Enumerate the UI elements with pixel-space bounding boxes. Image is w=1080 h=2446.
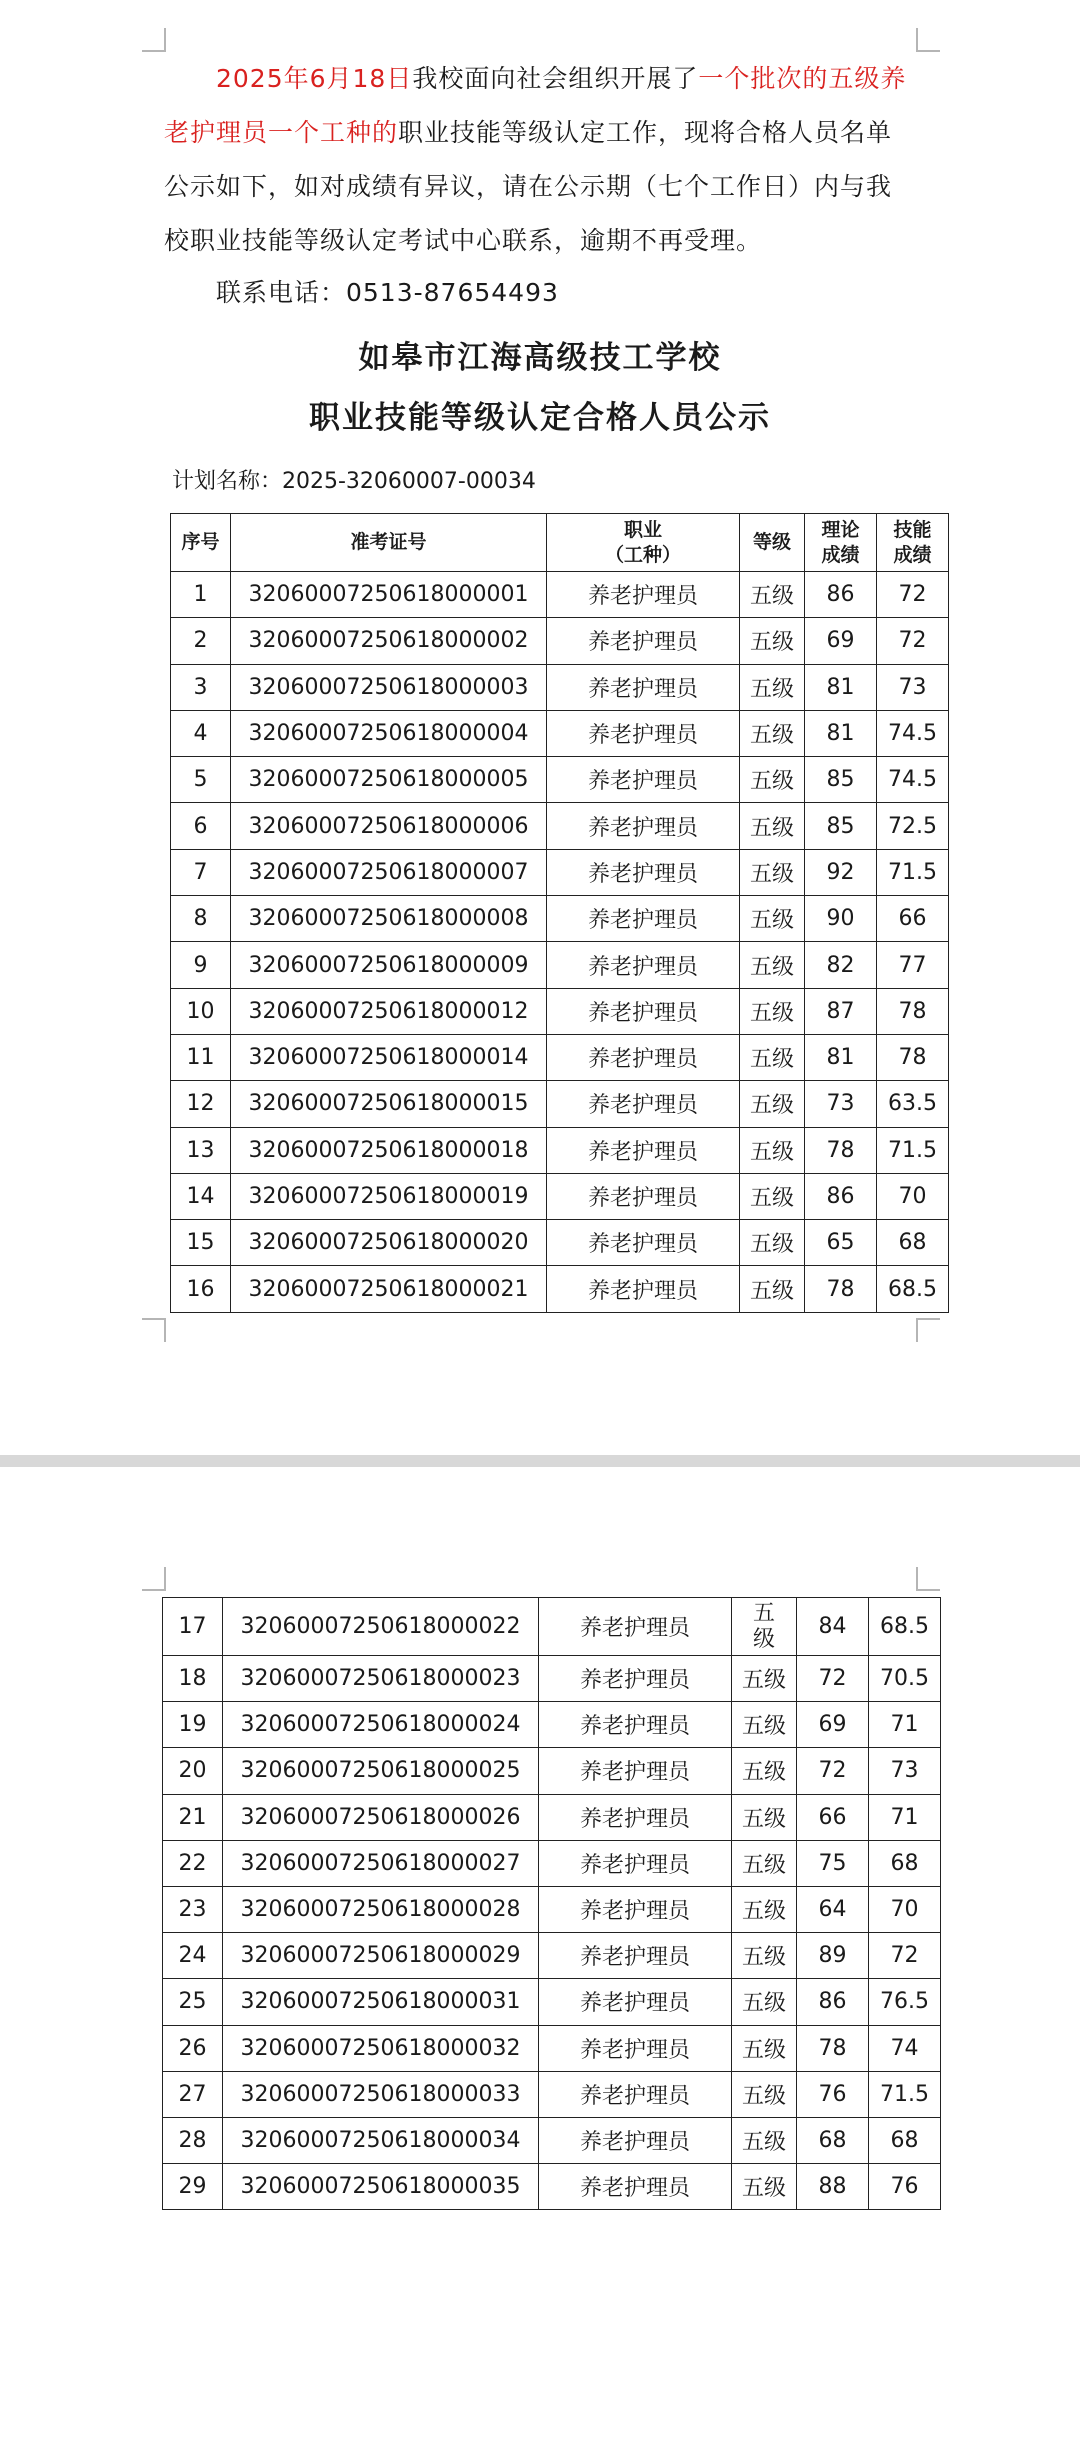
job-cell: 养老护理员 bbox=[539, 1748, 732, 1794]
exam-id-cell: 32060007250618000034 bbox=[223, 2117, 539, 2163]
theory-score-cell: 69 bbox=[797, 1702, 869, 1748]
intro-date: 2025年6月18日 bbox=[216, 64, 413, 93]
exam-id-cell: 32060007250618000031 bbox=[223, 1979, 539, 2025]
level-cell: 五级 bbox=[740, 896, 805, 942]
exam-id-cell: 32060007250618000019 bbox=[231, 1173, 547, 1219]
level-cell: 五级 bbox=[740, 803, 805, 849]
level-cell: 五级 bbox=[740, 710, 805, 756]
header-skill bbox=[877, 514, 949, 572]
table-row bbox=[163, 1702, 941, 1748]
table-row bbox=[171, 988, 949, 1034]
level-cell: 五级 bbox=[740, 849, 805, 895]
theory-score-cell: 88 bbox=[797, 2164, 869, 2210]
seq-cell: 28 bbox=[163, 2117, 223, 2163]
job-cell: 养老护理员 bbox=[547, 1266, 740, 1312]
level-cell: 五级 bbox=[740, 1220, 805, 1266]
theory-score-cell: 78 bbox=[805, 1266, 877, 1312]
theory-score-cell: 84 bbox=[797, 1598, 869, 1656]
seq-cell: 7 bbox=[171, 849, 231, 895]
seq-cell: 22 bbox=[163, 1840, 223, 1886]
skill-score-cell: 72 bbox=[869, 1933, 941, 1979]
level-cell: 五级 bbox=[740, 988, 805, 1034]
plan-name: 计划名称：2025-32060007-00034 bbox=[172, 469, 536, 494]
page-corner-mark bbox=[916, 28, 940, 52]
header-job bbox=[547, 514, 740, 572]
table-row bbox=[163, 2071, 941, 2117]
exam-id-cell: 32060007250618000020 bbox=[231, 1220, 547, 1266]
seq-cell: 26 bbox=[163, 2025, 223, 2071]
table-row bbox=[171, 1220, 949, 1266]
seq-cell: 12 bbox=[171, 1081, 231, 1127]
skill-score-cell: 70 bbox=[869, 1886, 941, 1932]
table-row bbox=[171, 664, 949, 710]
theory-score-cell: 86 bbox=[805, 1173, 877, 1219]
exam-id-cell: 32060007250618000008 bbox=[231, 896, 547, 942]
results-table-page-2 bbox=[162, 1597, 941, 2210]
skill-score-cell: 72 bbox=[877, 618, 949, 664]
skill-score-cell: 74 bbox=[869, 2025, 941, 2071]
skill-score-cell: 74.5 bbox=[877, 710, 949, 756]
theory-score-cell: 90 bbox=[805, 896, 877, 942]
job-cell: 养老护理员 bbox=[539, 2117, 732, 2163]
theory-score-cell: 92 bbox=[805, 849, 877, 895]
exam-id-cell: 32060007250618000025 bbox=[223, 1748, 539, 1794]
header-theory-line2: 成绩 bbox=[821, 543, 860, 566]
exam-id-cell: 32060007250618000012 bbox=[231, 988, 547, 1034]
exam-id-cell: 32060007250618000023 bbox=[223, 1656, 539, 1702]
page-separator bbox=[0, 1455, 1080, 1467]
skill-score-cell: 71 bbox=[869, 1702, 941, 1748]
level-cell: 五级 bbox=[740, 618, 805, 664]
table-row bbox=[171, 849, 949, 895]
job-cell: 养老护理员 bbox=[539, 2071, 732, 2117]
page-corner-mark bbox=[142, 28, 166, 52]
table-row bbox=[163, 1748, 941, 1794]
job-cell: 养老护理员 bbox=[547, 803, 740, 849]
seq-cell: 2 bbox=[171, 618, 231, 664]
theory-score-cell: 73 bbox=[805, 1081, 877, 1127]
table-row bbox=[163, 2117, 941, 2163]
seq-cell: 23 bbox=[163, 1886, 223, 1932]
theory-score-cell: 64 bbox=[797, 1886, 869, 1932]
level-cell: 五级 bbox=[732, 1794, 797, 1840]
table-row bbox=[171, 1034, 949, 1080]
theory-score-cell: 86 bbox=[797, 1979, 869, 2025]
table-row bbox=[171, 803, 949, 849]
table-row bbox=[171, 1127, 949, 1173]
level-cell: 五级 bbox=[732, 1933, 797, 1979]
seq-cell: 20 bbox=[163, 1748, 223, 1794]
intro-paragraph bbox=[164, 52, 916, 268]
seq-cell: 13 bbox=[171, 1127, 231, 1173]
exam-id-cell: 32060007250618000035 bbox=[223, 2164, 539, 2210]
level-cell: 五级 bbox=[740, 1127, 805, 1173]
theory-score-cell: 81 bbox=[805, 710, 877, 756]
skill-score-cell: 72.5 bbox=[877, 803, 949, 849]
skill-score-cell: 78 bbox=[877, 1034, 949, 1080]
job-cell: 养老护理员 bbox=[547, 664, 740, 710]
job-cell: 养老护理员 bbox=[539, 1656, 732, 1702]
seq-cell: 9 bbox=[171, 942, 231, 988]
level-cell: 五级 bbox=[740, 757, 805, 803]
table-row bbox=[163, 2025, 941, 2071]
header-theory-line1: 理论 bbox=[821, 518, 860, 541]
table-row bbox=[171, 572, 949, 618]
job-cell: 养老护理员 bbox=[547, 757, 740, 803]
table-row bbox=[171, 1266, 949, 1312]
exam-id-cell: 32060007250618000004 bbox=[231, 710, 547, 756]
theory-score-cell: 78 bbox=[805, 1127, 877, 1173]
skill-score-cell: 68 bbox=[877, 1220, 949, 1266]
table-row bbox=[171, 757, 949, 803]
table-row bbox=[163, 1933, 941, 1979]
exam-id-cell: 32060007250618000028 bbox=[223, 1886, 539, 1932]
level-cell: 五级 bbox=[732, 2117, 797, 2163]
exam-id-cell: 32060007250618000015 bbox=[231, 1081, 547, 1127]
job-cell: 养老护理员 bbox=[547, 988, 740, 1034]
table-row bbox=[171, 710, 949, 756]
skill-score-cell: 77 bbox=[877, 942, 949, 988]
exam-id-cell: 32060007250618000027 bbox=[223, 1840, 539, 1886]
exam-id-cell: 32060007250618000024 bbox=[223, 1702, 539, 1748]
page-corner-mark bbox=[916, 1567, 940, 1591]
level-cell: 五级 bbox=[740, 1081, 805, 1127]
seq-cell: 14 bbox=[171, 1173, 231, 1219]
header-seq: 序号 bbox=[171, 514, 231, 572]
header-skill-line2: 成绩 bbox=[893, 543, 932, 566]
theory-score-cell: 82 bbox=[805, 942, 877, 988]
skill-score-cell: 71.5 bbox=[877, 1127, 949, 1173]
level-cell: 五级 bbox=[732, 1748, 797, 1794]
school-title: 如皋市江海高级技工学校 bbox=[358, 340, 722, 376]
seq-cell: 8 bbox=[171, 896, 231, 942]
level-cell: 五级 bbox=[732, 1886, 797, 1932]
job-cell: 养老护理员 bbox=[539, 1886, 732, 1932]
seq-cell: 6 bbox=[171, 803, 231, 849]
level-cell: 五级 bbox=[732, 2025, 797, 2071]
theory-score-cell: 76 bbox=[797, 2071, 869, 2117]
seq-cell: 27 bbox=[163, 2071, 223, 2117]
skill-score-cell: 71.5 bbox=[869, 2071, 941, 2117]
level-cell: 五级 bbox=[740, 942, 805, 988]
job-cell: 养老护理员 bbox=[539, 2025, 732, 2071]
seq-cell: 24 bbox=[163, 1933, 223, 1979]
job-cell: 养老护理员 bbox=[547, 942, 740, 988]
header-job-line1: 职业 bbox=[623, 518, 662, 541]
theory-score-cell: 78 bbox=[797, 2025, 869, 2071]
level-cell: 五级 bbox=[732, 2164, 797, 2210]
contact-phone: 联系电话：0513-87654493 bbox=[216, 278, 559, 307]
job-cell: 养老护理员 bbox=[539, 1598, 732, 1656]
header-exam-id: 准考证号 bbox=[231, 514, 547, 572]
theory-score-cell: 69 bbox=[805, 618, 877, 664]
table-row bbox=[163, 1886, 941, 1932]
level-cell: 五级 bbox=[740, 1173, 805, 1219]
seq-cell: 21 bbox=[163, 1794, 223, 1840]
notice-title: 职业技能等级认定合格人员公示 bbox=[309, 400, 771, 436]
job-cell: 养老护理员 bbox=[547, 1173, 740, 1219]
seq-cell: 29 bbox=[163, 2164, 223, 2210]
seq-cell: 19 bbox=[163, 1702, 223, 1748]
header-job-line2: （工种） bbox=[604, 543, 681, 566]
theory-score-cell: 81 bbox=[805, 664, 877, 710]
exam-id-cell: 32060007250618000032 bbox=[223, 2025, 539, 2071]
exam-id-cell: 32060007250618000022 bbox=[223, 1598, 539, 1656]
exam-id-cell: 32060007250618000009 bbox=[231, 942, 547, 988]
header-theory bbox=[805, 514, 877, 572]
theory-score-cell: 72 bbox=[797, 1748, 869, 1794]
skill-score-cell: 71 bbox=[869, 1794, 941, 1840]
job-cell: 养老护理员 bbox=[539, 1702, 732, 1748]
job-cell: 养老护理员 bbox=[539, 2164, 732, 2210]
level-cell: 五级 bbox=[732, 1656, 797, 1702]
job-cell: 养老护理员 bbox=[547, 572, 740, 618]
seq-cell: 1 bbox=[171, 572, 231, 618]
seq-cell: 11 bbox=[171, 1034, 231, 1080]
skill-score-cell: 68 bbox=[869, 1840, 941, 1886]
level-cell: 五级 bbox=[740, 1266, 805, 1312]
skill-score-cell: 73 bbox=[869, 1748, 941, 1794]
theory-score-cell: 72 bbox=[797, 1656, 869, 1702]
results-table-page-1 bbox=[170, 513, 949, 1313]
exam-id-cell: 32060007250618000001 bbox=[231, 572, 547, 618]
exam-id-cell: 32060007250618000018 bbox=[231, 1127, 547, 1173]
exam-id-cell: 32060007250618000007 bbox=[231, 849, 547, 895]
exam-id-cell: 32060007250618000005 bbox=[231, 757, 547, 803]
seq-cell: 3 bbox=[171, 664, 231, 710]
theory-score-cell: 87 bbox=[805, 988, 877, 1034]
table-row bbox=[171, 942, 949, 988]
table-row bbox=[171, 896, 949, 942]
theory-score-cell: 89 bbox=[797, 1933, 869, 1979]
job-cell: 养老护理员 bbox=[547, 710, 740, 756]
intro-text-1: 我校面向社会组织开展了 bbox=[412, 64, 699, 93]
header-level: 等级 bbox=[740, 514, 805, 572]
skill-score-cell: 63.5 bbox=[877, 1081, 949, 1127]
job-cell: 养老护理员 bbox=[547, 1081, 740, 1127]
skill-score-cell: 68 bbox=[869, 2117, 941, 2163]
page-corner-mark bbox=[916, 1318, 940, 1342]
table-row bbox=[163, 1794, 941, 1840]
level-cell: 五级 bbox=[740, 572, 805, 618]
seq-cell: 17 bbox=[163, 1598, 223, 1656]
exam-id-cell: 32060007250618000003 bbox=[231, 664, 547, 710]
intro-batch: 一个批次的五级养老护理员一个工种的 bbox=[164, 64, 907, 147]
exam-id-cell: 32060007250618000033 bbox=[223, 2071, 539, 2117]
job-cell: 养老护理员 bbox=[547, 618, 740, 664]
skill-score-cell: 72 bbox=[877, 572, 949, 618]
level-cell: 五级 bbox=[732, 1979, 797, 2025]
level-cell: 五级 bbox=[740, 1034, 805, 1080]
seq-cell: 25 bbox=[163, 1979, 223, 2025]
theory-score-cell: 86 bbox=[805, 572, 877, 618]
skill-score-cell: 78 bbox=[877, 988, 949, 1034]
seq-cell: 10 bbox=[171, 988, 231, 1034]
table-row bbox=[171, 1173, 949, 1219]
table-row bbox=[163, 1598, 941, 1656]
job-cell: 养老护理员 bbox=[547, 1034, 740, 1080]
seq-cell: 15 bbox=[171, 1220, 231, 1266]
job-cell: 养老护理员 bbox=[547, 896, 740, 942]
level-cell: 五级 bbox=[732, 1702, 797, 1748]
theory-score-cell: 66 bbox=[797, 1794, 869, 1840]
job-cell: 养老护理员 bbox=[547, 1220, 740, 1266]
level-cell: 五级 bbox=[732, 1840, 797, 1886]
skill-score-cell: 70 bbox=[877, 1173, 949, 1219]
skill-score-cell: 73 bbox=[877, 664, 949, 710]
job-cell: 养老护理员 bbox=[539, 1979, 732, 2025]
table-row bbox=[163, 1656, 941, 1702]
job-cell: 养老护理员 bbox=[547, 1127, 740, 1173]
page-corner-mark bbox=[142, 1567, 166, 1591]
skill-score-cell: 68.5 bbox=[877, 1266, 949, 1312]
theory-score-cell: 65 bbox=[805, 1220, 877, 1266]
skill-score-cell: 74.5 bbox=[877, 757, 949, 803]
skill-score-cell: 71.5 bbox=[877, 849, 949, 895]
exam-id-cell: 32060007250618000002 bbox=[231, 618, 547, 664]
theory-score-cell: 85 bbox=[805, 803, 877, 849]
job-cell: 养老护理员 bbox=[547, 849, 740, 895]
seq-cell: 4 bbox=[171, 710, 231, 756]
theory-score-cell: 75 bbox=[797, 1840, 869, 1886]
skill-score-cell: 76.5 bbox=[869, 1979, 941, 2025]
level-text-wrapped: 五级 bbox=[752, 1600, 775, 1652]
exam-id-cell: 32060007250618000029 bbox=[223, 1933, 539, 1979]
header-skill-line1: 技能 bbox=[893, 518, 932, 541]
job-cell: 养老护理员 bbox=[539, 1794, 732, 1840]
skill-score-cell: 68.5 bbox=[869, 1598, 941, 1656]
exam-id-cell: 32060007250618000006 bbox=[231, 803, 547, 849]
theory-score-cell: 68 bbox=[797, 2117, 869, 2163]
table-row bbox=[171, 618, 949, 664]
job-cell: 养老护理员 bbox=[539, 1840, 732, 1886]
table-row bbox=[171, 1081, 949, 1127]
skill-score-cell: 70.5 bbox=[869, 1656, 941, 1702]
seq-cell: 16 bbox=[171, 1266, 231, 1312]
skill-score-cell: 66 bbox=[877, 896, 949, 942]
intro-text-2: 职业技能等级认定工作，现将合格人员名单公示如下，如对成绩有异议，请在公示期（七个工作日）内与我校职业技能等级认定考试中心联系，逾期不再受理。 bbox=[164, 118, 893, 255]
level-cell bbox=[732, 1598, 797, 1656]
table-header-row bbox=[171, 514, 949, 572]
theory-score-cell: 85 bbox=[805, 757, 877, 803]
level-cell: 五级 bbox=[740, 664, 805, 710]
job-cell: 养老护理员 bbox=[539, 1933, 732, 1979]
exam-id-cell: 32060007250618000014 bbox=[231, 1034, 547, 1080]
table-row bbox=[163, 1979, 941, 2025]
theory-score-cell: 81 bbox=[805, 1034, 877, 1080]
seq-cell: 5 bbox=[171, 757, 231, 803]
exam-id-cell: 32060007250618000021 bbox=[231, 1266, 547, 1312]
page-corner-mark bbox=[142, 1318, 166, 1342]
table-row bbox=[163, 2164, 941, 2210]
exam-id-cell: 32060007250618000026 bbox=[223, 1794, 539, 1840]
seq-cell: 18 bbox=[163, 1656, 223, 1702]
level-cell: 五级 bbox=[732, 2071, 797, 2117]
table-row bbox=[163, 1840, 941, 1886]
skill-score-cell: 76 bbox=[869, 2164, 941, 2210]
